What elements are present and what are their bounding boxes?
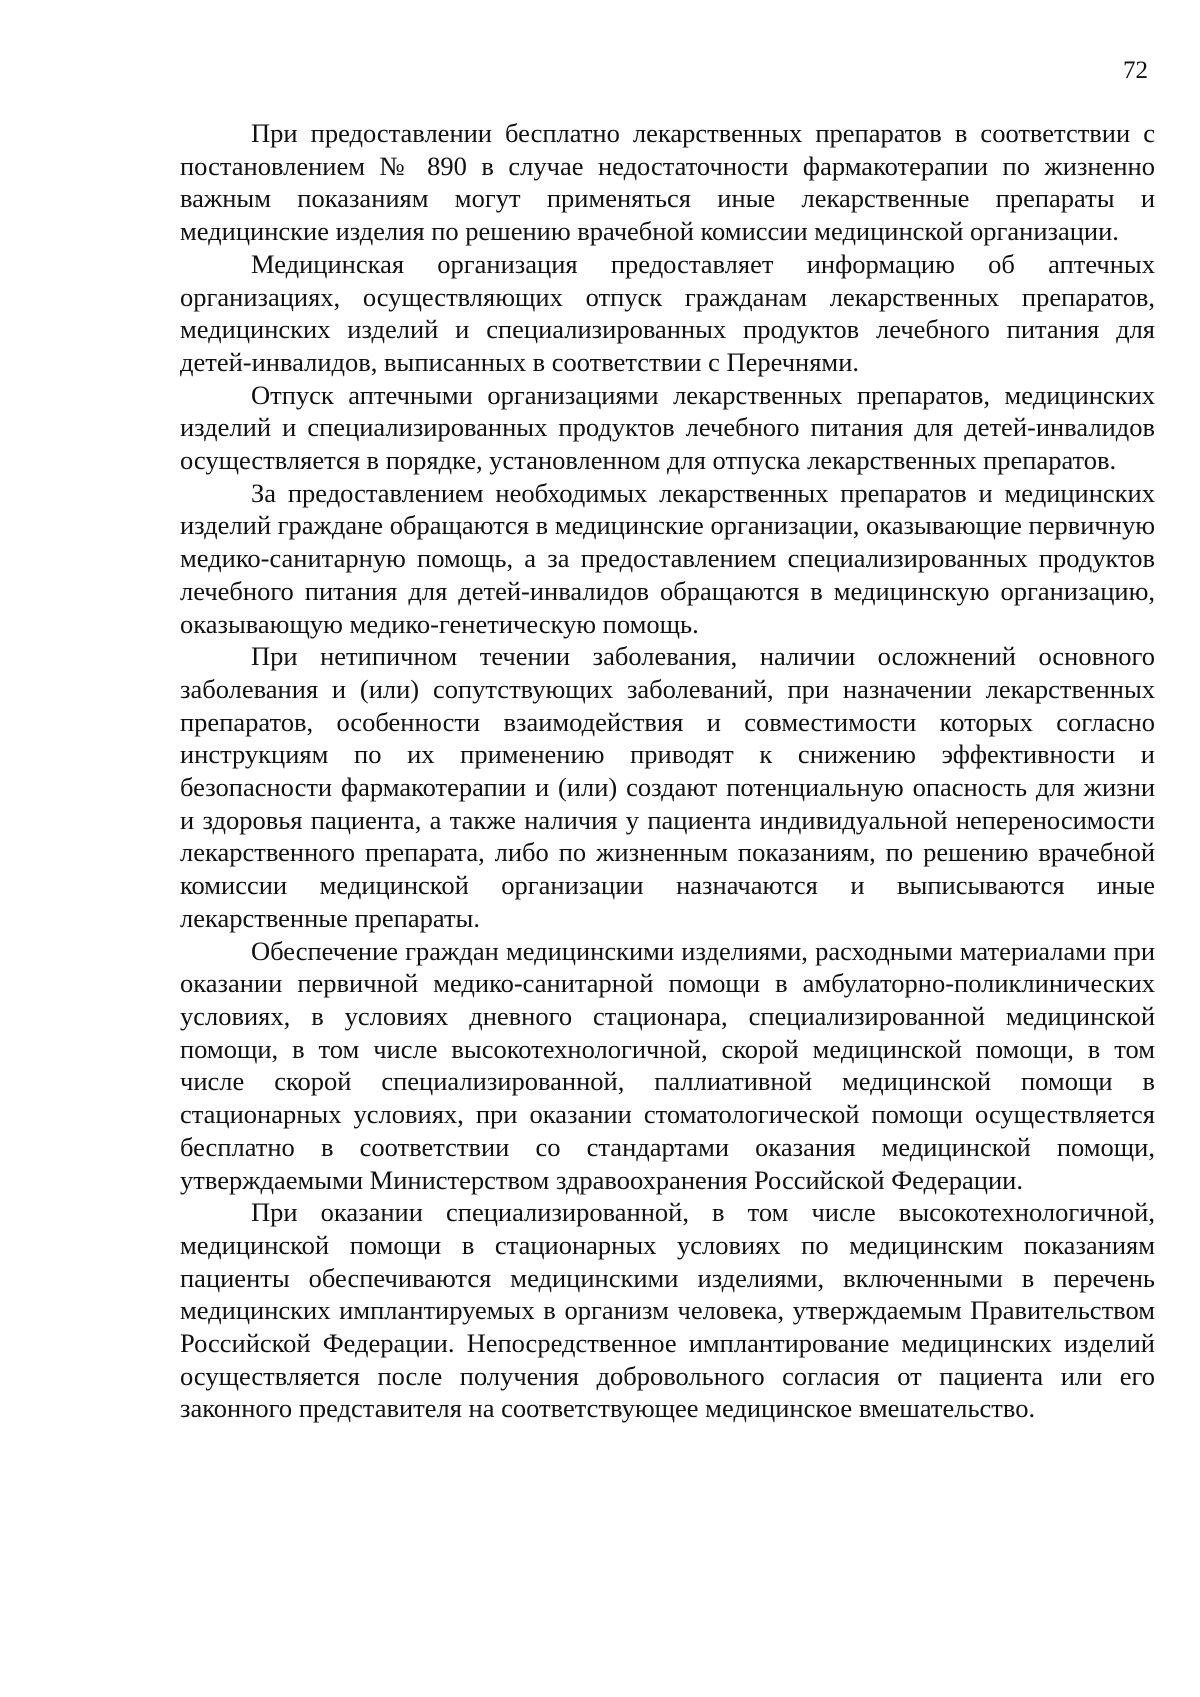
paragraph-4: За предоставлением необходимых лекарственных препаратов и медицинских изделий граждане обращаются в медицинские организации, оказывающие первичную медико-санитарную помощь, а за предоставлением специализированных продуктов лечебного питания для детей-инвалидов обращаются в медицинскую организацию, оказывающую медико-генетическую помощь. — [180, 477, 1155, 639]
paragraph-6: Обеспечение граждан медицинскими изделиями, расходными материалами при оказании первичной медико-санитарной помощи в амбулаторно-поликлинических условиях, в условиях дневного стационара, специализированной медицинской помощи, в том числе высокотехнологичной, скорой медицинской помощи, в том числе скорой специализированной, паллиативной медицинской помощи в стационарных условиях, при оказании стоматологической помощи осуществляется бесплатно в соответствии со стандартами оказания медицинской помощи, утверждаемыми Министерством здравоохранения Российской Федерации. — [180, 935, 1155, 1195]
paragraph-2: Медицинская организация предоставляет информацию об аптечных организациях, осуществляющих отпуск гражданам лекарственных препаратов, медицинских изделий и специализированных продуктов лечебного питания для детей-инвалидов, выписанных в соответствии с Перечнями. — [180, 248, 1155, 377]
page-number: 72 — [1123, 57, 1148, 84]
body-text — [180, 117, 1155, 1425]
paragraph-7: При оказании специализированной, в том числе высокотехнологичной, медицинской помощи в стационарных условиях по медицинским показаниям пациенты обеспечиваются медицинскими изделиями, включенными в перечень медицинских имплантируемых в организм человека, утверждаемым Правительством Российской Федерации. Непосредственное имплантирование медицинских изделий осуществляется после получения добровольного согласия от пациента или его законного представителя на соответствующее медицинское вмешательство. — [180, 1197, 1155, 1424]
paragraph-5: При нетипичном течении заболевания, наличии осложнений основного заболевания и (или) сопутствующих заболеваний, при назначении лекарственных препаратов, особенности взаимодействия и совместимости которых согласно инструкциям по их применению приводят к снижению эффективности и безопасности фармакотерапии и (или) создают потенциальную опасность для жизни и здоровья пациента, а также наличия у пациента индивидуальной непереносимости лекарственного препарата, либо по жизненным показаниям, по решению врачебной комиссии медицинской организации назначаются и выписываются иные лекарственные препараты. — [180, 641, 1155, 933]
paragraph-1: При предоставлении бесплатно лекарственных препаратов в соответствии с постановлением № 890 в случае недостаточности фармакотерапии по жизненно важным показаниям могут применяться иные лекарственные препараты и медицинские изделия по решению врачебной комиссии медицинской организации. — [180, 118, 1155, 247]
paragraph-3: Отпуск аптечными организациями лекарственных препаратов, медицинских изделий и специализированных продуктов лечебного питания для детей-инвалидов осуществляется в порядке, установленном для отпуска лекарственных препаратов. — [180, 379, 1155, 476]
